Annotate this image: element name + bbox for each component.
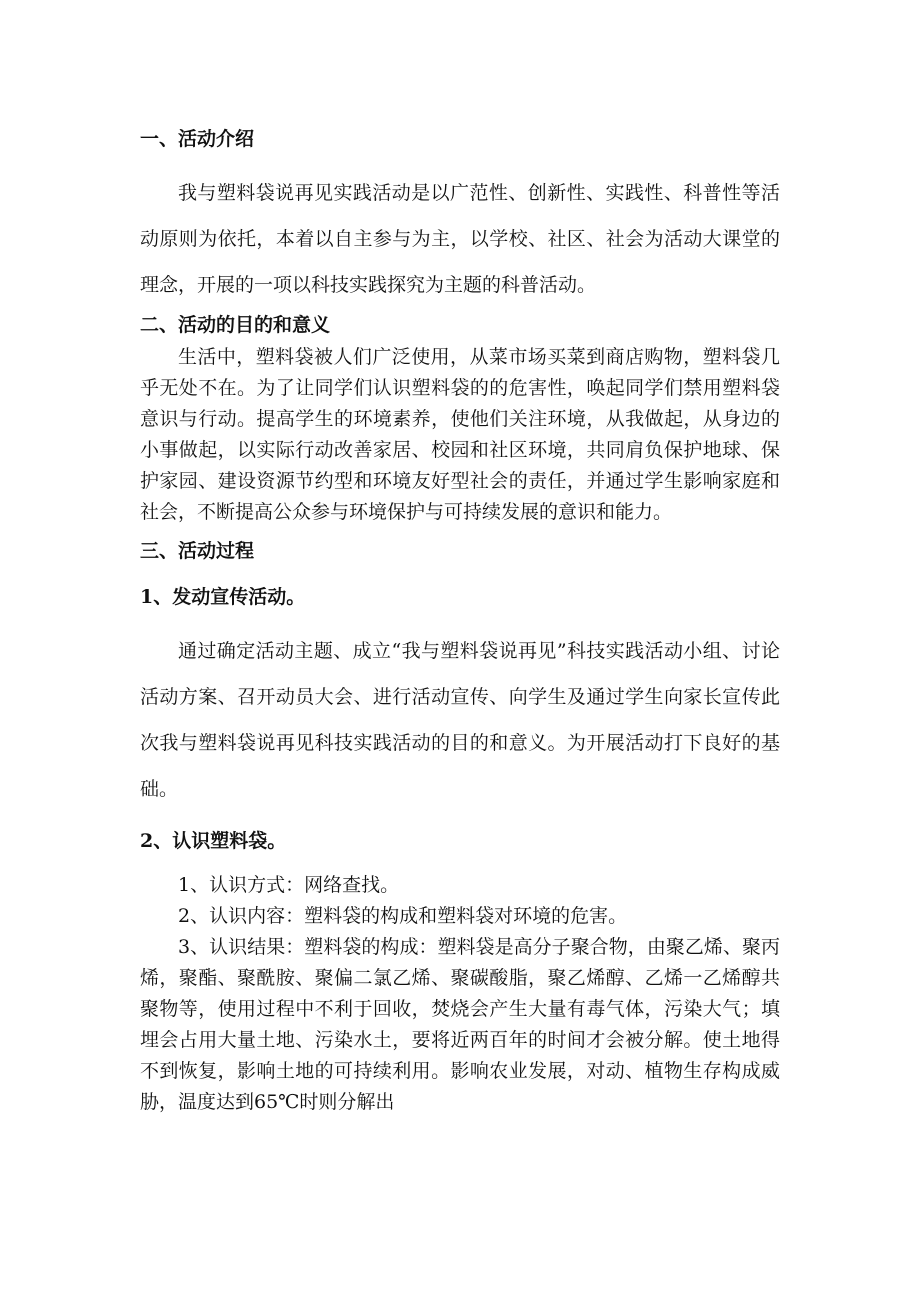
document-page <box>140 118 780 1118</box>
purpose-paragraph: 生活中，塑料袋被人们广泛使用，从菜市场买菜到商店购物，塑料袋几乎无处不在。为了让同学们认识塑料袋的的危害性，唤起同学们禁用塑料袋意识与行动。提高学生的环境素养，使他们关注环境，从我做起，从身边的小事做起，以实际行动改善家居、校园和社区环境，共同肩负保护地球、保护家园、建设资源节约型和环境友好型社会的责任，并通过学生影响家庭和社会，不断提高公众参与环境保护与可持续发展的意识和能力。 <box>140 346 780 523</box>
list-item: 1、认识方式：网络查找。 <box>178 874 400 896</box>
recognize-list <box>140 870 780 1118</box>
subsection-heading-publicity: 1、发动宣传活动。 <box>140 586 306 608</box>
section-heading-intro: 一、活动介绍 <box>140 128 255 150</box>
subsection-heading-recognize: 2、认识塑料袋。 <box>140 830 287 852</box>
publicity-paragraph: 通过确定活动主题、成立“我与塑料袋说再见”科技实践活动小组、讨论活动方案、召开动员大会、进行活动宣传、向学生及通过学生向家长宣传此次我与塑料袋说再见科技实践活动的目的和意义。为开展活动打下良好的基础。 <box>140 640 780 800</box>
list-item: 2、认识内容：塑料袋的构成和塑料袋对环境的危害。 <box>178 905 628 927</box>
list-item: 3、认识结果：塑料袋的构成：塑料袋是高分子聚合物，由聚乙烯、聚丙烯，聚酯、聚酰胺、聚偏二氯乙烯、聚碳酸脂，聚乙烯醇、乙烯一乙烯醇共聚物等，使用过程中不利于回收，焚烧会产生大量有毒气体，污染大气；填埋会占用大量土地、污染水土，要将近两百年的时间才会被分解。使土地得不到恢复，影响土地的可持续利用。影响农业发展，对动、植物生存构成威胁，温度达到65℃时则分解出 <box>140 936 780 1113</box>
section-heading-process: 三、活动过程 <box>140 540 255 562</box>
intro-paragraph: 我与塑料袋说再见实践活动是以广范性、创新性、实践性、科普性等活动原则为依托，本着以自主参与为主，以学校、社区、社会为活动大课堂的理念，开展的一项以科技实践探究为主题的科普活动。 <box>140 182 780 296</box>
section-heading-purpose: 二、活动的目的和意义 <box>140 314 331 336</box>
